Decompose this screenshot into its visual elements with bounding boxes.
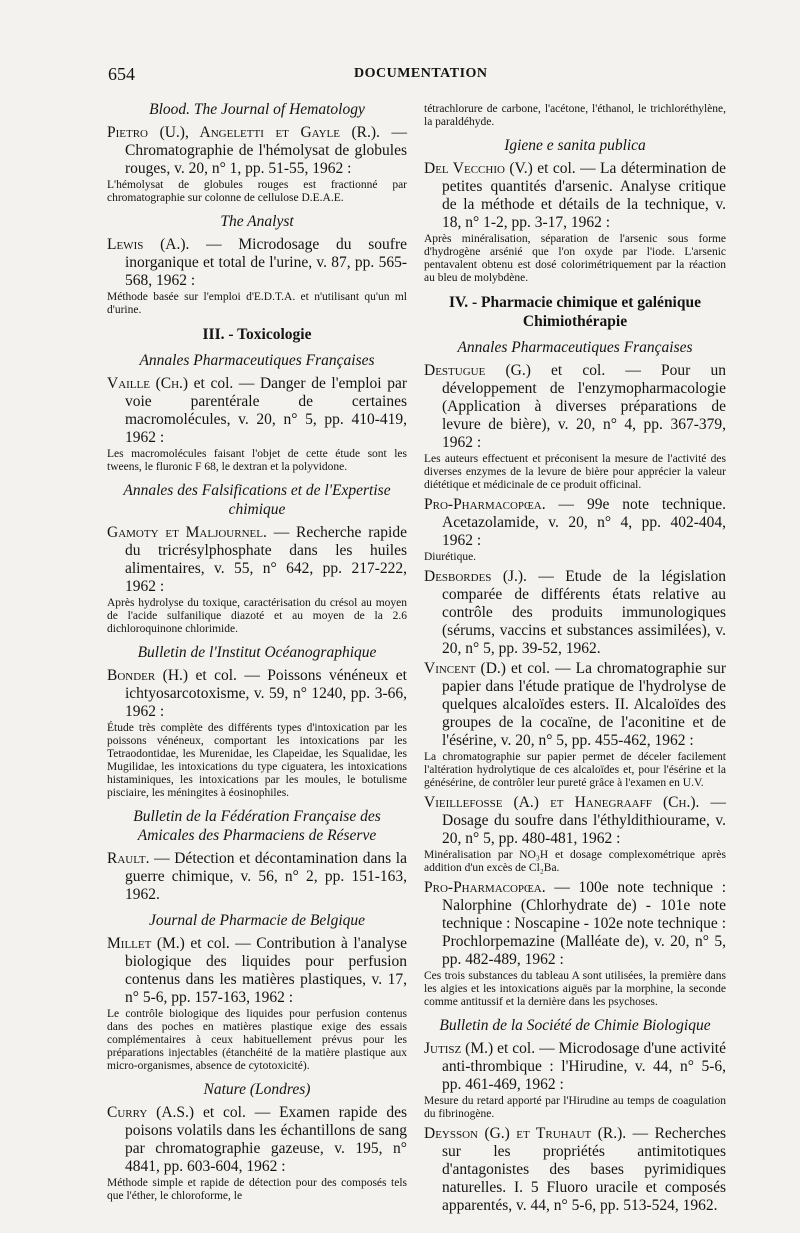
abstract-note: Les auteurs effectuent et préconisent la mesure de l'activité des diverses enzymes de la levure de bière pour apprécier la valeur diététique et médicinale de ce produit officinal.	[424, 453, 726, 491]
entry-author: Gamoty et Maljournel.	[107, 524, 267, 541]
entry-text: — Recherche rapide du tricrésylphosphate dans les huiles alimentaires, v. 55, n° 642, pp. 217-222, 1962 :	[125, 524, 407, 595]
section-heading: IV. - Pharmacie chimique et galénique Chimiothérapie	[448, 294, 701, 330]
entry-author: Desbordes (J.).	[424, 568, 527, 585]
entry-author: Vieillefosse (A.) et Hanegraaff (Ch.).	[424, 794, 700, 811]
bibliography-entry	[424, 568, 726, 658]
entry-author: Vaille (Ch.)	[107, 375, 189, 392]
journal-title: Blood. The Journal of Hematology	[149, 101, 365, 118]
entry-text: — 100e note technique : Nalorphine (Chlorhydrate de) - 101e note technique : Noscapine - 102e note technique : Prochlorpemazine (Malléate de), v. 20, n° 5, pp. 482-489, 1962 :	[442, 879, 726, 968]
abstract-note: Après minéralisation, séparation de l'arsenic sous forme d'hydrogène arsénié que l'on oxyde par l'iode. L'arsenic pentavalent obtenu est dosé colorimétriquement par la réaction au bleu de molybdène.	[424, 233, 726, 284]
entry-author: Jutisz (M.)	[424, 1040, 494, 1057]
entry-text: et col. — La détermination de petites quantités d'arsenic. Analyse critique de la méthode et détails de la technique, v. 18, n° 1-2, pp. 3-17, 1962 :	[442, 160, 726, 231]
bibliography-entry	[107, 375, 407, 447]
entry-text: — Microdosage du soufre inorganique et total de l'urine, v. 87, pp. 565-568, 1962 :	[125, 236, 408, 289]
entry-text: et col. — Pour un développement de l'enzymopharmacologie (Application à diverses préparations de levure de bière), v. 20, n° 4, pp. 367-379, 1962 :	[442, 362, 727, 451]
left-column	[107, 100, 407, 1207]
abstract-note: Après hydrolyse du toxique, caractérisation du crésol au moyen de l'acide sulfanilique diazoté et au moyen de la 2.6 dichloroquinone chlorimide.	[107, 597, 407, 635]
entry-author: Deysson (G.) et Truhaut (R.).	[424, 1125, 627, 1142]
bibliography-entry	[107, 850, 407, 904]
entry-author: Curry (A.S.)	[107, 1104, 195, 1121]
abstract-note: tétrachlorure de carbone, l'acétone, l'éthanol, le trichloréthylène, la paraldéhyde.	[424, 103, 726, 128]
bibliography-entry	[424, 1125, 726, 1215]
entry-text: — Détection et décontamination dans la guerre chimique, v. 56, n° 2, pp. 151-163, 1962.	[125, 850, 407, 903]
entry-author: Pro-Pharmacopœa.	[424, 879, 546, 896]
entry-text: — Chromatographie de l'hémolysat de globules rouges, v. 20, n° 1, pp. 51-55, 1962 :	[125, 124, 407, 177]
entry-text: — 99e note technique. Acetazolamide, v. 20, n° 4, pp. 402-404, 1962 :	[442, 496, 726, 549]
page-number: 654	[108, 64, 135, 84]
bibliography-entry	[107, 524, 407, 596]
entry-text: — Etude de la législation comparée de différents états relative au contrôle des produits immunologiques (sérums, vaccins et substances assimilées), v. 20, n° 5, pp. 39-52, 1962.	[442, 568, 726, 657]
abstract-note: Mesure du retard apporté par l'Hirudine au temps de coagulation du fibrinogène.	[424, 1095, 726, 1120]
abstract-note: Les macromolécules faisant l'objet de cette étude sont les tweens, le fluronic F 68, le dextran et la polyvidone.	[107, 448, 407, 473]
journal-title: Annales Pharmaceutiques Françaises	[457, 339, 693, 356]
abstract-note: Méthode basée sur l'emploi d'E.D.T.A. et n'utilisant qu'un ml d'urine.	[107, 291, 407, 316]
abstract-note: Le contrôle biologique des liquides pour perfusion contenus dans des poches en matières plastique exige des essais complémentaires à ceux habituellement prévus pour les préparations injectables (étanchéité de la matière plastique aux micro-organismes, absence de cytotoxicité).	[107, 1008, 407, 1072]
abstract-note: Méthode simple et rapide de détection pour des composés tels que l'éther, le chloroforme, le	[107, 1177, 407, 1202]
bibliography-entry	[424, 160, 726, 232]
abstract-note: Ces trois substances du tableau A sont utilisées, la première dans les algies et les intoxications aiguës par la morphine, la seconde comme antitussif et la dernière dans les psychoses.	[424, 970, 726, 1008]
abstract-note: L'hémolysat de globules rouges est fractionné par chromatographie sur colonne de cellulose D.E.A.E.	[107, 179, 407, 204]
bibliography-entry	[107, 236, 407, 290]
entry-text: — Recherches sur les propriétés antimitotiques d'antagonistes des bases pyrimidiques naturelles. I. 5 Fluoro uracile et composés apparentés, v. 44, n° 5-6, pp. 513-524, 1962.	[442, 1125, 726, 1214]
entry-text: et col. — La chromatographie sur papier dans l'étude pratique de l'hydrolyse de quelques alcaloïdes esters. II. Alcaloïdes des groupes de la cocaïne, de l'aconitine et de l'ésérine, v. 20, n° 5, pp. 455-462, 1962 :	[442, 660, 726, 749]
abstract-note: Étude très complète des différents types d'intoxication par les poissons vénéneux, comportant les intoxications par les Tetraodontidae, les Murenidae, les Clapeidae, les Squalidae, les Mugilidae, les intoxications du type ciguatera, les intoxications histaminiques, les intoxications par les moules, le botulisme pisciaire, les méningites à éosinophiles.	[107, 722, 407, 799]
entry-author: Vincent (D.)	[424, 660, 506, 677]
journal-title: Bulletin de la Société de Chimie Biologique	[439, 1017, 711, 1034]
entry-author: Pro-Pharmacopœa.	[424, 496, 546, 513]
entry-text: et col. — Examen rapide des poisons volatils dans les échantillons de sang par chromatographie gazeuse, v. 195, n° 4841, pp. 603-604, 1962 :	[125, 1104, 407, 1175]
entry-author: Pietro (U.), Angeletti et Gayle (R.).	[107, 124, 380, 141]
bibliography-entry	[424, 794, 726, 848]
entry-author: Millet (M.)	[107, 935, 185, 952]
entry-text: et col. — Microdosage d'une activité anti-thrombique : l'Hirudine, v. 44, n° 5-6, pp. 461-469, 1962 :	[442, 1040, 726, 1093]
right-column	[424, 103, 726, 1216]
bibliography-entry	[107, 935, 407, 1007]
entry-author: Del Vecchio (V.)	[424, 160, 533, 177]
section-heading: III. - Toxicologie	[202, 326, 312, 343]
journal-title: Bulletin de la Fédération Française des Amicales des Pharmaciens de Réserve	[133, 808, 381, 844]
running-head: DOCUMENTATION	[354, 66, 488, 81]
bibliography-entry	[107, 1104, 407, 1176]
journal-title: Bulletin de l'Institut Océanographique	[137, 644, 377, 661]
bibliography-entry	[107, 667, 407, 721]
bibliography-entry	[424, 1040, 726, 1094]
journal-title: Nature (Londres)	[203, 1081, 311, 1098]
entry-text: — Dosage du soufre dans l'éthyldithiourame, v. 20, n° 5, pp. 480-481, 1962 :	[442, 794, 726, 847]
bibliography-entry	[107, 124, 407, 178]
journal-title: Annales Pharmaceutiques Françaises	[139, 352, 375, 369]
abstract-note: Diurétique.	[424, 551, 477, 563]
abstract-note: Minéralisation par NO₃H et dosage complexométrique après addition d'un excès de Cl₂Ba.	[424, 849, 726, 874]
journal-title: The Analyst	[220, 213, 294, 230]
entry-author: Destugue (G.)	[424, 362, 531, 379]
bibliography-entry	[424, 660, 726, 750]
bibliography-entry	[424, 362, 726, 452]
bibliography-entry	[424, 496, 726, 550]
bibliography-entry	[424, 879, 726, 969]
entry-text: et col. — Poissons vénéneux et ichtyosarcotoxisme, v. 59, n° 1240, pp. 3-66, 1962 :	[125, 667, 407, 720]
journal-title: Journal de Pharmacie de Belgique	[148, 912, 366, 929]
journal-title: Annales des Falsifications et de l'Expertise chimique	[123, 482, 391, 518]
entry-author: Bonder (H.)	[107, 667, 189, 684]
entry-author: Rault.	[107, 850, 150, 867]
abstract-note: La chromatographie sur papier permet de déceler facilement l'altération hydrolytique de ces alcaloïdes et, pour l'ésérine et la génésérine, de contrôler leur pureté grâce à l'examen en U.V.	[424, 751, 726, 789]
entry-text: et col. — Contribution à l'analyse biologique des liquides pour perfusion contenus dans les matières plastiques, v. 17, n° 5-6, pp. 157-163, 1962 :	[125, 935, 407, 1006]
journal-title: Igiene e sanita publica	[504, 137, 646, 154]
entry-text: et col. — Danger de l'emploi par voie parentérale de certaines macromolécules, v. 20, n° 5, pp. 410-419, 1962 :	[125, 375, 407, 446]
entry-author: Lewis (A.).	[107, 236, 190, 253]
